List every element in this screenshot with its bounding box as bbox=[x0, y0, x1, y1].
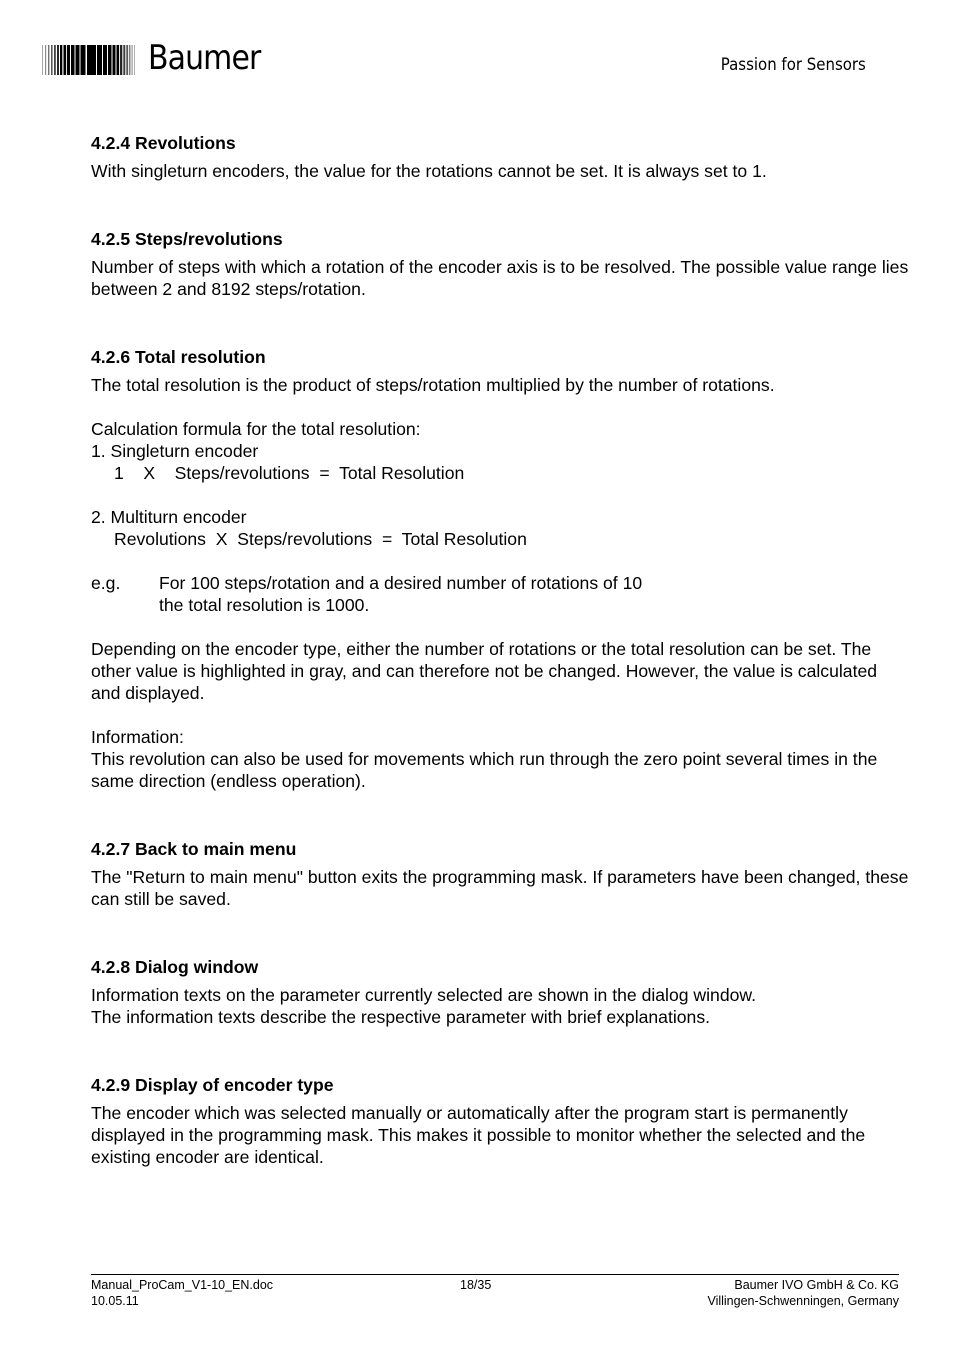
section-back-to-main-menu bbox=[91, 838, 911, 910]
document-body bbox=[91, 132, 911, 1214]
footer-date: 10.05.11 bbox=[91, 1294, 139, 1308]
baumer-stripes-logo-icon bbox=[42, 45, 136, 75]
section-heading: 4.2.7 Back to main menu bbox=[91, 839, 297, 859]
section-text: Number of steps with which a rotation of the encoder axis is to be resolved. The possible value range lies between 2 and 8192 steps/rotation. bbox=[91, 257, 909, 299]
footer-page-number: 18/35 bbox=[460, 1278, 492, 1292]
footer-divider bbox=[91, 1274, 899, 1275]
page-header bbox=[42, 38, 872, 82]
information-label: Information: bbox=[91, 727, 184, 747]
multiturn-formula: Revolutions X Steps/revolutions = Total Resolution bbox=[114, 529, 527, 549]
information-text: This revolution can also be used for movements which run through the zero point several times in the same direction (endless operation). bbox=[91, 749, 878, 791]
example-block bbox=[91, 572, 911, 616]
example-line: the total resolution is 1000. bbox=[159, 595, 370, 615]
section-display-encoder-type bbox=[91, 1074, 911, 1168]
section-heading: 4.2.9 Display of encoder type bbox=[91, 1075, 334, 1095]
section-text: The total resolution is the product of steps/rotation multiplied by the number of rotations. bbox=[91, 375, 775, 395]
section-heading: 4.2.6 Total resolution bbox=[91, 347, 266, 367]
example-line: For 100 steps/rotation and a desired number of rotations of 10 bbox=[159, 573, 643, 593]
section-heading: 4.2.5 Steps/revolutions bbox=[91, 229, 283, 249]
singleturn-formula: 1 X Steps/revolutions = Total Resolution bbox=[114, 463, 465, 483]
tagline: Passion for Sensors bbox=[720, 55, 866, 75]
footer-right bbox=[707, 1277, 899, 1309]
section-text: Depending on the encoder type, either the number of rotations or the total resolution can be set. The other value is highlighted in gray, and can therefore not be changed. However, the value is calculated and displayed. bbox=[91, 639, 878, 703]
brand-name: Baumer bbox=[148, 38, 261, 78]
section-text: The "Return to main menu" button exits the programming mask. If parameters have been changed, these can still be saved. bbox=[91, 867, 909, 909]
footer-location: Villingen-Schwenningen, Germany bbox=[707, 1294, 899, 1308]
section-revolutions bbox=[91, 132, 911, 182]
section-text: The information texts describe the respective parameter with brief explanations. bbox=[91, 1007, 711, 1027]
footer-left bbox=[91, 1277, 273, 1309]
section-text: Information texts on the parameter currently selected are shown in the dialog window. bbox=[91, 985, 757, 1005]
multiturn-label: 2. Multiturn encoder bbox=[91, 507, 247, 527]
section-heading: 4.2.8 Dialog window bbox=[91, 957, 259, 977]
footer-filename: Manual_ProCam_V1-10_EN.doc bbox=[91, 1278, 274, 1292]
section-text: With singleturn encoders, the value for the rotations cannot be set. It is always set to 1. bbox=[91, 161, 767, 181]
section-heading: 4.2.4 Revolutions bbox=[91, 133, 236, 153]
footer-company: Baumer IVO GmbH & Co. KG bbox=[734, 1278, 899, 1292]
formula-intro: Calculation formula for the total resolution: bbox=[91, 419, 421, 439]
section-dialog-window bbox=[91, 956, 911, 1028]
singleturn-label: 1. Singleturn encoder bbox=[91, 441, 259, 461]
section-total-resolution bbox=[91, 346, 911, 792]
section-steps-revolutions bbox=[91, 228, 911, 300]
example-label: e.g. bbox=[91, 573, 121, 593]
section-text: The encoder which was selected manually or automatically after the program start is permanently displayed in the programming mask. This makes it possible to monitor whether the selected and the existing encoder are identical. bbox=[91, 1103, 866, 1167]
